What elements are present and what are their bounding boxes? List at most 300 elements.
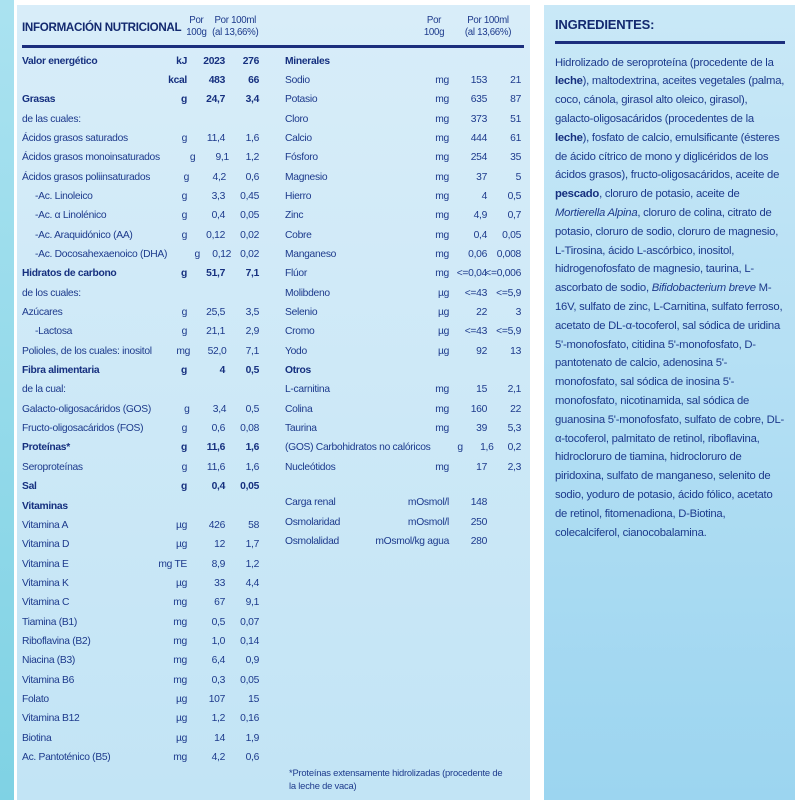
row-unit: mg — [173, 674, 187, 686]
row-label: Hidratos de carbono — [22, 268, 117, 280]
nutrition-row — [22, 187, 259, 206]
row-label: Molibdeno — [285, 287, 330, 299]
nutrition-row — [22, 322, 259, 341]
row-unit: g — [181, 268, 187, 280]
mineral-row — [285, 168, 521, 187]
row-label: Ácidos grasos saturados — [22, 132, 128, 144]
row-unit: µg — [437, 307, 449, 319]
row-unit: mOsmol/l — [407, 516, 449, 528]
mineral-row — [285, 226, 521, 245]
value-per-100ml: 1,6 — [245, 461, 259, 473]
row-unit: mg — [435, 268, 449, 280]
row-unit: g — [183, 171, 189, 183]
value-per-100ml: 5 — [515, 171, 521, 183]
row-unit: g — [181, 94, 187, 106]
value-per-100ml: 0,08 — [240, 423, 259, 435]
value-per-100ml: 1,2 — [245, 152, 259, 164]
value-per-100ml: 2,3 — [507, 461, 521, 473]
value-per-100g: 33 — [214, 577, 225, 589]
nutrition-row — [22, 264, 259, 283]
nutrition-row — [22, 380, 259, 399]
row-unit: g — [181, 191, 187, 202]
row-label: Zinc — [285, 210, 304, 222]
value-per-100ml — [487, 532, 521, 551]
nutrition-row — [22, 613, 259, 632]
value-per-100ml: 51 — [510, 113, 521, 125]
value-per-100ml: 0,16 — [240, 713, 259, 725]
value-per-100g: 21,1 — [206, 326, 225, 338]
value-per-100ml: 0,14 — [240, 635, 259, 647]
value-per-100ml: 87 — [510, 94, 521, 106]
value-per-100g: 0,4 — [473, 229, 487, 241]
ingredients-divider-line — [555, 41, 785, 44]
row-unit: mg — [435, 403, 449, 415]
ingredients-segment: M-16V, sulfato de zinc, L-Carnitina, sulfato ferroso, acetato de DL-α-tocoferol, sal sódica de uridina 5'-monofosfato, citidina 5'-monofosfato, D-pantotenato de calcio, adenosina 5'-monofosfato, sal sódica de inosina 5'-monofosfato, nicotinamida, sal sódica de guanosina 5'-monofosfato, sulfato de cobre, DL-α-tocoferol, palmitato de retinol, riboflavina, hidrocloruro de tiamina, hidrocloruro de piridoxina, sulfato de manganeso, selenito de sodio, yoduro de potasio, ácido fólico, acetato de retinol, fitomenadiona, D-Biotina, colecalciferol, cianocobalamina. — [555, 282, 785, 539]
ingredients-segment: , cloruro de potasio, aceite de — [599, 188, 740, 201]
value-per-100g: 254 — [470, 152, 487, 164]
nutrition-tables — [22, 52, 524, 768]
value-per-100ml: 0,07 — [240, 616, 259, 628]
row-unit: mg — [435, 249, 449, 261]
minerals-rows — [285, 52, 521, 478]
nutrition-row — [22, 206, 259, 225]
value-per-100ml: 0,008 — [496, 249, 521, 261]
nutrition-right-column — [285, 13, 521, 45]
row-unit: µg — [175, 693, 187, 705]
value-per-100g: 11,6 — [206, 461, 225, 473]
row-label: Cloro — [285, 113, 309, 125]
row-label: Taurina — [285, 423, 317, 435]
left-edge-strip — [0, 0, 14, 800]
row-unit: mg — [435, 171, 449, 183]
row-label: Magnesio — [285, 171, 328, 183]
value-per-100g: 3,3 — [211, 191, 225, 202]
nutrition-row — [22, 168, 259, 187]
row-label: Fósforo — [285, 152, 318, 164]
value-per-100g: 280 — [470, 535, 487, 547]
row-unit: µg — [175, 577, 187, 589]
value-per-100g: 4,9 — [473, 210, 487, 222]
value-per-100g: 22 — [476, 307, 487, 319]
row-label: Vitaminas — [22, 500, 68, 512]
row-label: Otros — [285, 365, 311, 377]
row-unit: mg — [435, 461, 449, 473]
row-unit: mg — [435, 423, 449, 435]
value-per-100ml: 22 — [510, 403, 521, 415]
value-per-100g: 1,2 — [211, 713, 225, 725]
nutrition-row — [22, 651, 259, 670]
row-unit: g — [457, 442, 463, 454]
header-divider-line — [22, 45, 524, 48]
value-per-100ml: 2,9 — [245, 326, 259, 338]
row-unit: mg — [435, 191, 449, 202]
value-per-100ml: 1,9 — [245, 732, 259, 744]
value-per-100g: 0,06 — [468, 249, 487, 261]
value-per-100g: 51,7 — [206, 268, 225, 280]
value-per-100g: 6,4 — [211, 655, 225, 667]
nutrition-left-header — [22, 13, 259, 45]
nutrition-row — [22, 632, 259, 651]
osmolarity-row — [285, 513, 521, 532]
row-label: Manganeso — [285, 249, 337, 261]
row-unit: µg — [175, 713, 187, 725]
value-per-100g: 444 — [470, 132, 487, 144]
row-label: -Ac. Linoleico — [35, 191, 93, 202]
mineral-row — [285, 245, 521, 264]
mineral-row — [285, 206, 521, 225]
nutrition-row — [22, 245, 259, 264]
row-label: Nucleótidos — [285, 461, 336, 473]
value-per-100g: 107 — [208, 693, 225, 705]
ingredients-segment: Hidrolizado de seroproteína (procedente de la — [555, 56, 774, 69]
value-per-100g: 373 — [470, 113, 487, 125]
row-label: Galacto-oligosacáridos (GOS) — [22, 403, 151, 415]
row-label: de la cual: — [22, 384, 66, 396]
mineral-row — [285, 361, 521, 380]
value-per-100g: 52,0 — [207, 345, 227, 357]
value-per-100g: <=43 — [464, 326, 487, 338]
row-label: (GOS) Carbohidratos no calóricos — [285, 442, 431, 454]
per-100ml-header: Por 100ml (al 13,66%) — [464, 15, 512, 38]
value-per-100g: 4,2 — [212, 171, 226, 183]
row-unit: g — [181, 423, 187, 435]
row-label: Calcio — [285, 132, 312, 144]
row-label — [22, 71, 147, 90]
ingredients-panel — [544, 5, 795, 800]
row-unit: µg — [437, 345, 449, 357]
row-label: Folato — [22, 693, 49, 705]
value-per-100ml: 5,3 — [507, 423, 521, 435]
value-per-100g: 3,4 — [212, 403, 227, 415]
mineral-row — [285, 342, 521, 361]
value-per-100g: <=0,04 — [456, 268, 487, 280]
row-unit: g — [181, 307, 187, 319]
value-per-100g: 37 — [476, 171, 487, 183]
row-unit: g — [181, 132, 187, 144]
nutrition-row — [22, 477, 259, 496]
row-unit: kJ — [176, 55, 187, 67]
nutrition-title: INFORMACIÓN NUTRICIONAL — [22, 21, 182, 34]
nutrition-row — [22, 400, 259, 419]
nutrition-row — [22, 593, 259, 612]
value-per-100ml: 3 — [515, 307, 521, 319]
value-per-100g: 250 — [470, 516, 487, 528]
nutrition-row — [22, 90, 259, 109]
value-per-100g: 1,0 — [211, 635, 225, 647]
value-per-100ml: <=5,9 — [496, 326, 521, 338]
mineral-row — [285, 322, 521, 341]
allergen-highlight: leche — [555, 131, 583, 144]
row-unit: g — [181, 229, 187, 241]
allergen-highlight: pescado — [555, 188, 600, 201]
value-per-100ml: 3,5 — [245, 307, 259, 319]
value-per-100ml — [487, 493, 521, 512]
mineral-row — [285, 129, 521, 148]
row-label: Proteínas* — [22, 442, 70, 454]
value-per-100ml: 4,4 — [245, 577, 259, 589]
row-label: -Ac. α Linolénico — [35, 210, 107, 222]
row-unit: µg — [437, 326, 449, 338]
value-per-100ml: 1,6 — [245, 442, 259, 454]
allergen-highlight: leche — [555, 75, 583, 88]
nutrition-panel — [17, 5, 530, 800]
row-unit: µg — [437, 287, 449, 299]
nutrition-row — [22, 690, 259, 709]
mineral-row — [285, 90, 521, 109]
value-per-100g: 0,4 — [211, 481, 225, 493]
nutrition-row — [22, 110, 259, 129]
value-per-100g: 0,4 — [211, 210, 225, 222]
value-per-100g: 24,7 — [206, 94, 225, 106]
value-per-100ml: 0,05 — [240, 674, 259, 686]
row-unit: g — [184, 403, 190, 415]
nutrition-right-header — [285, 13, 521, 45]
row-unit: mOsmol/kg agua — [375, 535, 449, 547]
value-per-100g: 12 — [214, 539, 225, 551]
value-per-100ml: 0,6 — [245, 171, 259, 183]
row-unit: mg — [435, 94, 449, 106]
ingredients-segment: ), fosfato de calcio, emulsificante (ésteres de ácido cítrico de mono y diglicéridos de los ácidos grasos), fructo-oligosacáridos, aceite de — [555, 131, 780, 182]
value-per-100ml: 0,05 — [240, 210, 259, 222]
value-per-100g: 4,2 — [211, 751, 225, 763]
mineral-row — [285, 303, 521, 322]
row-unit: mOsmol/l — [407, 497, 449, 509]
row-unit: mg — [435, 229, 449, 241]
nutrition-row — [22, 497, 259, 516]
nutrition-row — [22, 419, 259, 438]
value-per-100ml: 0,02 — [240, 229, 259, 241]
nutrition-row — [22, 148, 259, 167]
row-unit: mg — [435, 74, 449, 86]
per-100ml-header: Por 100ml (al 13,66%) — [212, 15, 259, 38]
value-per-100g: 635 — [470, 94, 487, 106]
value-per-100g: 25,5 — [206, 307, 225, 319]
value-per-100g: 11,6 — [206, 442, 225, 454]
value-per-100g: 160 — [470, 403, 487, 415]
value-per-100g: 15 — [476, 384, 487, 396]
mineral-row — [285, 284, 521, 303]
value-per-100g: 4 — [481, 191, 487, 202]
nutrition-row — [22, 361, 259, 380]
nutrition-row — [22, 671, 259, 690]
value-per-100ml: 66 — [248, 74, 259, 86]
value-per-100ml: 1,7 — [245, 539, 259, 551]
mineral-row — [285, 52, 521, 71]
row-unit: kcal — [168, 74, 187, 86]
value-per-100ml: 61 — [510, 132, 521, 144]
value-per-100ml: 0,9 — [245, 655, 259, 667]
value-per-100ml: 0,5 — [507, 191, 521, 202]
nutrition-row — [22, 303, 259, 322]
value-per-100g: 2023 — [203, 55, 225, 67]
row-unit: g — [181, 365, 187, 377]
row-label: Potasio — [285, 94, 318, 106]
row-label: Cromo — [285, 326, 315, 338]
value-per-100ml: 13 — [510, 345, 521, 357]
row-label: Cobre — [285, 229, 312, 241]
row-unit: g — [181, 481, 187, 493]
row-label: Vitamina C — [22, 597, 70, 609]
value-per-100ml: 2,1 — [507, 384, 521, 396]
row-label: Vitamina D — [22, 539, 70, 551]
value-per-100g: 0,12 — [212, 249, 232, 261]
nutrition-left-column — [22, 13, 259, 45]
row-label: Vitamina B12 — [22, 713, 80, 725]
value-per-100ml — [487, 513, 521, 532]
nutrition-row — [22, 458, 259, 477]
row-label: Fibra alimentaria — [22, 365, 100, 377]
row-label: Seroproteínas — [22, 461, 83, 473]
row-label: Hierro — [285, 191, 312, 202]
row-label: Polioles, de los cuales: inositol — [22, 345, 152, 357]
row-label: Osmolalidad — [285, 535, 339, 547]
row-label: Vitamina K — [22, 577, 69, 589]
row-label: Minerales — [285, 55, 330, 67]
row-label: Sal — [22, 481, 37, 493]
mineral-row — [285, 419, 521, 438]
value-per-100ml: 0,6 — [245, 751, 259, 763]
value-per-100g: 92 — [476, 345, 487, 357]
row-label: Valor energético — [22, 55, 98, 67]
latin-name: Bifidobacterium breve — [651, 282, 756, 295]
row-unit: g — [181, 326, 187, 338]
row-label: de las cuales: — [22, 113, 81, 125]
value-per-100ml: 58 — [248, 519, 259, 531]
nutrition-row — [22, 516, 259, 535]
row-label: Ac. Pantoténico (B5) — [22, 751, 111, 763]
value-per-100ml: 0,45 — [240, 191, 259, 202]
nutrition-row — [22, 342, 259, 361]
mineral-row — [285, 380, 521, 399]
nutrition-row — [22, 555, 259, 574]
value-per-100ml: 21 — [510, 74, 521, 86]
row-label: Fructo-oligosacáridos (FOS) — [22, 423, 144, 435]
row-unit: mg — [435, 113, 449, 125]
value-per-100ml: 0,2 — [507, 442, 521, 454]
mineral-row — [285, 187, 521, 206]
row-label: Vitamina E — [22, 558, 69, 570]
row-unit: g — [181, 442, 187, 454]
row-label: -Ac. Araquidónico (AA) — [35, 229, 133, 241]
value-per-100g: 426 — [208, 519, 225, 531]
row-unit: mg — [435, 384, 449, 396]
value-per-100g: 148 — [470, 497, 487, 509]
mineral-row — [285, 264, 521, 283]
row-unit: mg — [173, 635, 187, 647]
row-label: Riboflavina (B2) — [22, 635, 91, 647]
mineral-row — [285, 148, 521, 167]
osmolarity-row — [285, 532, 521, 551]
row-unit: mg — [435, 132, 449, 144]
row-label: de los cuales: — [22, 287, 81, 299]
value-per-100ml: 9,1 — [245, 597, 259, 609]
per-100g-header: Por 100g — [423, 15, 445, 38]
value-per-100g: 11,4 — [206, 132, 225, 144]
row-label: Tiamina (B1) — [22, 616, 77, 628]
per-100g-header: Por 100g — [186, 15, 207, 38]
value-per-100ml: 7,1 — [245, 268, 259, 280]
row-label: -Lactosa — [35, 326, 73, 338]
mineral-row — [285, 400, 521, 419]
nutrition-row — [22, 729, 259, 748]
row-label: Flúor — [285, 268, 307, 280]
row-unit: µg — [175, 539, 187, 551]
row-label: Vitamina A — [22, 519, 69, 531]
value-per-100ml: 0,02 — [240, 249, 259, 261]
row-label: Grasas — [22, 94, 56, 106]
value-per-100g: 8,9 — [211, 558, 225, 570]
value-per-100ml: 0,5 — [245, 365, 259, 377]
mineral-row — [285, 110, 521, 129]
value-per-100g: 483 — [208, 74, 225, 86]
row-unit: mg — [176, 345, 191, 357]
ingredients-segment: ), maltodextrina, aceites vegetales (palma, coco, cánola, girasol alto oleico, girasol), galacto-oligosacáridos (procedentes de la — [555, 75, 785, 125]
value-per-100g: 0,12 — [206, 229, 225, 241]
value-per-100ml: 0,05 — [240, 481, 259, 493]
row-label: Biotina — [22, 732, 52, 744]
row-unit: mg — [173, 751, 187, 763]
row-unit: mg — [173, 597, 187, 609]
nutrition-row — [22, 226, 259, 245]
value-per-100g: 4 — [219, 365, 225, 377]
row-label: -Ac. Docosahexaenoico (DHA) — [35, 249, 168, 261]
row-unit: mg — [173, 655, 187, 667]
nutrition-row — [22, 438, 259, 457]
osmolarity-rows — [285, 493, 521, 551]
nutrition-table-left — [22, 52, 259, 768]
row-unit: mg — [435, 152, 449, 164]
value-per-100ml: 0,05 — [502, 229, 521, 241]
value-per-100ml: 1,6 — [245, 132, 259, 144]
row-unit: µg — [175, 732, 187, 744]
latin-name: Mortierella Alpina — [555, 206, 638, 219]
mineral-row — [285, 438, 521, 457]
nutrition-row — [22, 71, 259, 90]
value-per-100g: 1,6 — [480, 442, 494, 454]
row-label: Niacina (B3) — [22, 655, 76, 667]
nutrition-row — [22, 129, 259, 148]
value-per-100g: 0,3 — [211, 674, 225, 686]
mineral-row — [285, 458, 521, 477]
value-per-100g: 39 — [476, 423, 487, 435]
value-per-100ml: 7,1 — [245, 345, 259, 357]
row-label: Osmolaridad — [285, 516, 341, 528]
protein-footnote: *Proteínas extensamente hidrolizadas (procedente de la leche de vaca) — [289, 767, 503, 791]
nutrition-row — [22, 535, 259, 554]
row-unit: mg — [173, 616, 187, 628]
row-unit: g — [181, 461, 187, 473]
nutrition-row — [22, 284, 259, 303]
value-per-100ml: <=5,9 — [496, 287, 521, 299]
row-label: Colina — [285, 403, 313, 415]
mineral-row — [285, 71, 521, 90]
value-per-100g: 0,5 — [211, 616, 225, 628]
nutrition-grid — [22, 13, 524, 45]
value-per-100g: 9,1 — [215, 152, 229, 164]
value-per-100ml: 0,5 — [245, 403, 259, 415]
value-per-100ml: 3,4 — [245, 94, 259, 106]
value-per-100ml: 35 — [510, 152, 521, 164]
value-per-100ml: 15 — [248, 693, 259, 705]
ingredients-text — [555, 54, 785, 543]
value-per-100g: 17 — [476, 461, 487, 473]
nutrition-row — [22, 748, 259, 767]
value-per-100ml: 0,7 — [507, 210, 521, 222]
value-per-100ml: 1,2 — [245, 558, 259, 570]
nutrition-table-right — [285, 52, 521, 768]
nutrition-row — [22, 52, 259, 71]
value-per-100g: 67 — [214, 597, 225, 609]
